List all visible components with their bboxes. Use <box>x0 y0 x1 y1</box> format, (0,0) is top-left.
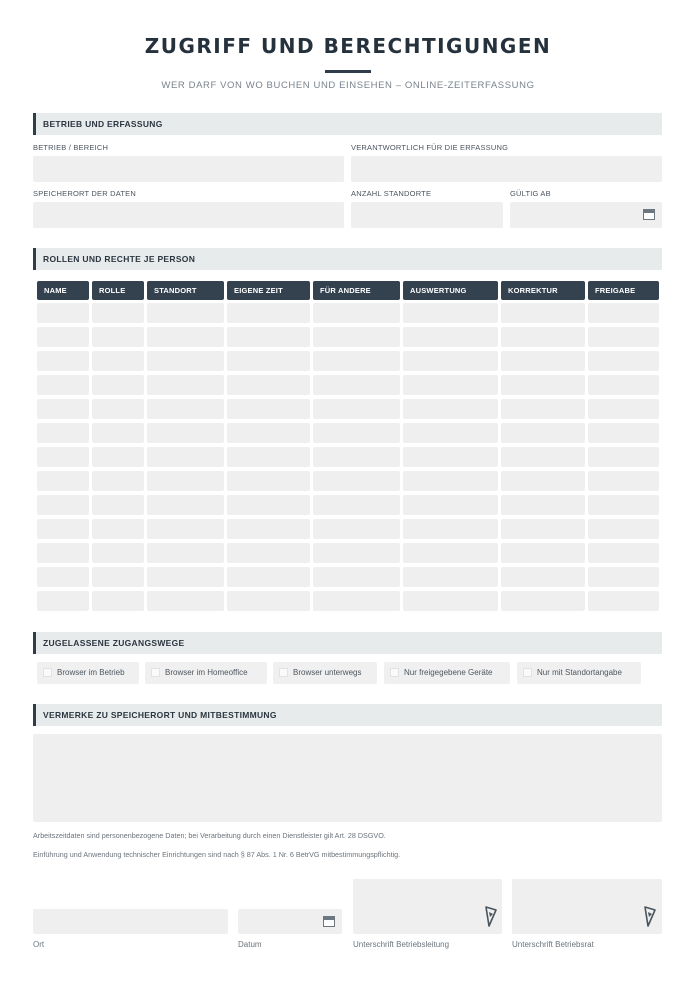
table-cell[interactable] <box>37 471 89 491</box>
table-cell[interactable] <box>501 423 585 443</box>
table-cell[interactable] <box>403 351 498 371</box>
notes-textarea[interactable] <box>33 734 662 822</box>
table-cell[interactable] <box>501 375 585 395</box>
section-betrieb-erfassung <box>33 113 662 135</box>
datum-date-field[interactable] <box>238 909 342 934</box>
option-browser-homeoffice[interactable] <box>145 662 267 684</box>
option-label: Browser im Betrieb <box>57 668 125 677</box>
section-heading: ZUGELASSENE ZUGANGSWEGE <box>43 638 185 648</box>
calendar-icon[interactable] <box>323 916 335 927</box>
table-cell[interactable] <box>588 591 659 611</box>
calendar-icon[interactable] <box>643 209 655 220</box>
table-cell[interactable] <box>147 567 224 587</box>
table-cell[interactable] <box>147 303 224 323</box>
table-cell[interactable] <box>588 399 659 419</box>
table-cell[interactable] <box>588 423 659 443</box>
section-heading: BETRIEB UND ERFASSUNG <box>43 119 163 129</box>
table-cell[interactable] <box>147 351 224 371</box>
table-cell[interactable] <box>588 351 659 371</box>
table-cell[interactable] <box>588 303 659 323</box>
table-cell[interactable] <box>147 375 224 395</box>
table-cell[interactable] <box>403 375 498 395</box>
table-cell[interactable] <box>403 447 498 467</box>
table-cell[interactable] <box>313 423 400 443</box>
table-cell[interactable] <box>92 447 144 467</box>
table-cell[interactable] <box>501 471 585 491</box>
table-cell[interactable] <box>92 399 144 419</box>
label-standorte: ANZAHL STANDORTE <box>351 189 432 198</box>
table-cell[interactable] <box>147 519 224 539</box>
table-cell[interactable] <box>92 519 144 539</box>
table-cell[interactable] <box>501 351 585 371</box>
table-cell[interactable] <box>501 303 585 323</box>
table-cell[interactable] <box>37 591 89 611</box>
table-cell[interactable] <box>37 495 89 515</box>
table-cell[interactable] <box>313 327 400 347</box>
table-cell[interactable] <box>227 591 310 611</box>
label-ort: Ort <box>33 940 45 949</box>
table-cell[interactable] <box>313 471 400 491</box>
checkbox[interactable] <box>151 668 160 677</box>
title-divider <box>325 70 371 73</box>
gueltig-date-field[interactable] <box>510 202 662 228</box>
table-cell[interactable] <box>147 495 224 515</box>
table-cell[interactable] <box>588 567 659 587</box>
label-unterschrift-betriebsrat: Unterschrift Betriebsrat <box>512 940 594 949</box>
table-cell[interactable] <box>147 591 224 611</box>
section-heading: ROLLEN UND RECHTE JE PERSON <box>43 254 196 264</box>
note-betrvg: Einführung und Anwendung technischer Einrichtungen sind nach § 87 Abs. 1 Nr. 6 BetrVG mitbestimmungspflichtig. <box>33 850 401 859</box>
table-cell[interactable] <box>147 327 224 347</box>
table-cell[interactable] <box>92 351 144 371</box>
column-header: KORREKTUR <box>501 281 585 300</box>
column-header: FREIGABE <box>588 281 659 300</box>
table-cell[interactable] <box>588 327 659 347</box>
table-cell[interactable] <box>403 423 498 443</box>
column-header: AUSWERTUNG <box>403 281 498 300</box>
table-cell[interactable] <box>92 495 144 515</box>
table-cell[interactable] <box>37 327 89 347</box>
table-cell[interactable] <box>37 375 89 395</box>
label-betrieb: BETRIEB / BEREICH <box>33 143 109 152</box>
table-cell[interactable] <box>147 543 224 563</box>
table-cell[interactable] <box>227 399 310 419</box>
section-heading: VERMERKE ZU SPEICHERORT UND MITBESTIMMUNG <box>43 710 277 720</box>
label-datum: Datum <box>238 940 262 949</box>
table-cell[interactable] <box>588 519 659 539</box>
page-title: ZUGRIFF UND BERECHTIGUNGEN <box>144 34 552 58</box>
table-cell[interactable] <box>313 375 400 395</box>
table-cell[interactable] <box>501 399 585 419</box>
table-cell[interactable] <box>227 543 310 563</box>
column-header: EIGENE ZEIT <box>227 281 310 300</box>
column-header: STANDORT <box>147 281 224 300</box>
speicherort-field[interactable] <box>33 202 344 228</box>
table-cell[interactable] <box>313 447 400 467</box>
table-cell[interactable] <box>92 375 144 395</box>
section-zugangswege <box>33 632 662 654</box>
column-header: ROLLE <box>92 281 144 300</box>
table-cell[interactable] <box>227 519 310 539</box>
table-cell[interactable] <box>227 495 310 515</box>
table-cell[interactable] <box>501 543 585 563</box>
table-cell[interactable] <box>37 351 89 371</box>
table-cell[interactable] <box>501 447 585 467</box>
betrieb-field[interactable] <box>33 156 344 182</box>
table-cell[interactable] <box>147 471 224 491</box>
table-cell[interactable] <box>313 351 400 371</box>
table-cell[interactable] <box>313 519 400 539</box>
table-cell[interactable] <box>403 495 498 515</box>
table-cell[interactable] <box>403 303 498 323</box>
table-cell[interactable] <box>403 519 498 539</box>
signature-betriebsrat-field[interactable] <box>512 879 662 934</box>
option-label: Browser unterwegs <box>293 668 362 677</box>
note-dsgvo: Arbeitszeitdaten sind personenbezogene Daten; bei Verarbeitung durch einen Dienstleister gilt Art. 28 DSGVO. <box>33 831 386 840</box>
table-cell[interactable] <box>92 303 144 323</box>
table-cell[interactable] <box>501 591 585 611</box>
table-cell[interactable] <box>403 591 498 611</box>
table-cell[interactable] <box>92 327 144 347</box>
table-cell[interactable] <box>403 471 498 491</box>
table-cell[interactable] <box>92 543 144 563</box>
table-cell[interactable] <box>501 519 585 539</box>
section-rollen-rechte <box>33 248 662 270</box>
table-cell[interactable] <box>92 567 144 587</box>
option-browser-unterwegs[interactable] <box>273 662 377 684</box>
table-cell[interactable] <box>313 591 400 611</box>
label-speicherort: SPEICHERORT DER DATEN <box>33 189 136 198</box>
option-label: Browser im Homeoffice <box>165 668 248 677</box>
table-cell[interactable] <box>588 495 659 515</box>
pen-nib-icon <box>643 906 657 928</box>
checkbox[interactable] <box>279 668 288 677</box>
table-cell[interactable] <box>588 471 659 491</box>
table-cell[interactable] <box>227 471 310 491</box>
table-cell[interactable] <box>37 423 89 443</box>
table-cell[interactable] <box>37 519 89 539</box>
table-cell[interactable] <box>92 591 144 611</box>
column-header: FÜR ANDERE <box>313 281 400 300</box>
table-cell[interactable] <box>313 543 400 563</box>
table-cell[interactable] <box>92 423 144 443</box>
verantwortlich-field[interactable] <box>351 156 662 182</box>
standorte-field[interactable] <box>351 202 503 228</box>
table-cell[interactable] <box>227 303 310 323</box>
table-cell[interactable] <box>147 447 224 467</box>
table-cell[interactable] <box>147 399 224 419</box>
table-cell[interactable] <box>37 567 89 587</box>
checkbox[interactable] <box>523 668 532 677</box>
option-standortangabe[interactable] <box>517 662 641 684</box>
table-cell[interactable] <box>37 543 89 563</box>
table-cell[interactable] <box>37 303 89 323</box>
table-cell[interactable] <box>227 327 310 347</box>
column-header: NAME <box>37 281 89 300</box>
table-cell[interactable] <box>403 327 498 347</box>
option-freigegebene-geraete[interactable] <box>384 662 510 684</box>
ort-field[interactable] <box>33 909 228 934</box>
table-cell[interactable] <box>147 423 224 443</box>
option-browser-betrieb[interactable] <box>37 662 139 684</box>
signature-betriebsleitung-field[interactable] <box>353 879 502 934</box>
label-gueltig: GÜLTIG AB <box>510 189 551 198</box>
table-cell[interactable] <box>588 447 659 467</box>
table-cell[interactable] <box>588 375 659 395</box>
table-cell[interactable] <box>313 303 400 323</box>
table-cell[interactable] <box>588 543 659 563</box>
option-label: Nur freigegebene Geräte <box>404 668 493 677</box>
page-subtitle: WER DARF VON WO BUCHEN UND EINSEHEN – ONLINE-ZEITERFASSUNG <box>161 80 535 91</box>
pen-nib-icon <box>484 906 498 928</box>
table-cell[interactable] <box>313 399 400 419</box>
checkbox[interactable] <box>390 668 399 677</box>
table-cell[interactable] <box>227 447 310 467</box>
label-verantwortlich: VERANTWORTLICH FÜR DIE ERFASSUNG <box>351 143 509 152</box>
table-cell[interactable] <box>313 495 400 515</box>
table-cell[interactable] <box>227 351 310 371</box>
table-cell[interactable] <box>37 447 89 467</box>
table-cell[interactable] <box>403 567 498 587</box>
table-cell[interactable] <box>227 567 310 587</box>
table-cell[interactable] <box>501 495 585 515</box>
checkbox[interactable] <box>43 668 52 677</box>
label-unterschrift-betriebsleitung: Unterschrift Betriebsleitung <box>353 940 450 949</box>
table-cell[interactable] <box>313 567 400 587</box>
table-cell[interactable] <box>501 327 585 347</box>
table-cell[interactable] <box>403 543 498 563</box>
table-cell[interactable] <box>37 399 89 419</box>
table-cell[interactable] <box>227 375 310 395</box>
option-label: Nur mit Standortangabe <box>537 668 622 677</box>
section-vermerke <box>33 704 662 726</box>
table-cell[interactable] <box>92 471 144 491</box>
table-cell[interactable] <box>403 399 498 419</box>
table-cell[interactable] <box>501 567 585 587</box>
table-cell[interactable] <box>227 423 310 443</box>
